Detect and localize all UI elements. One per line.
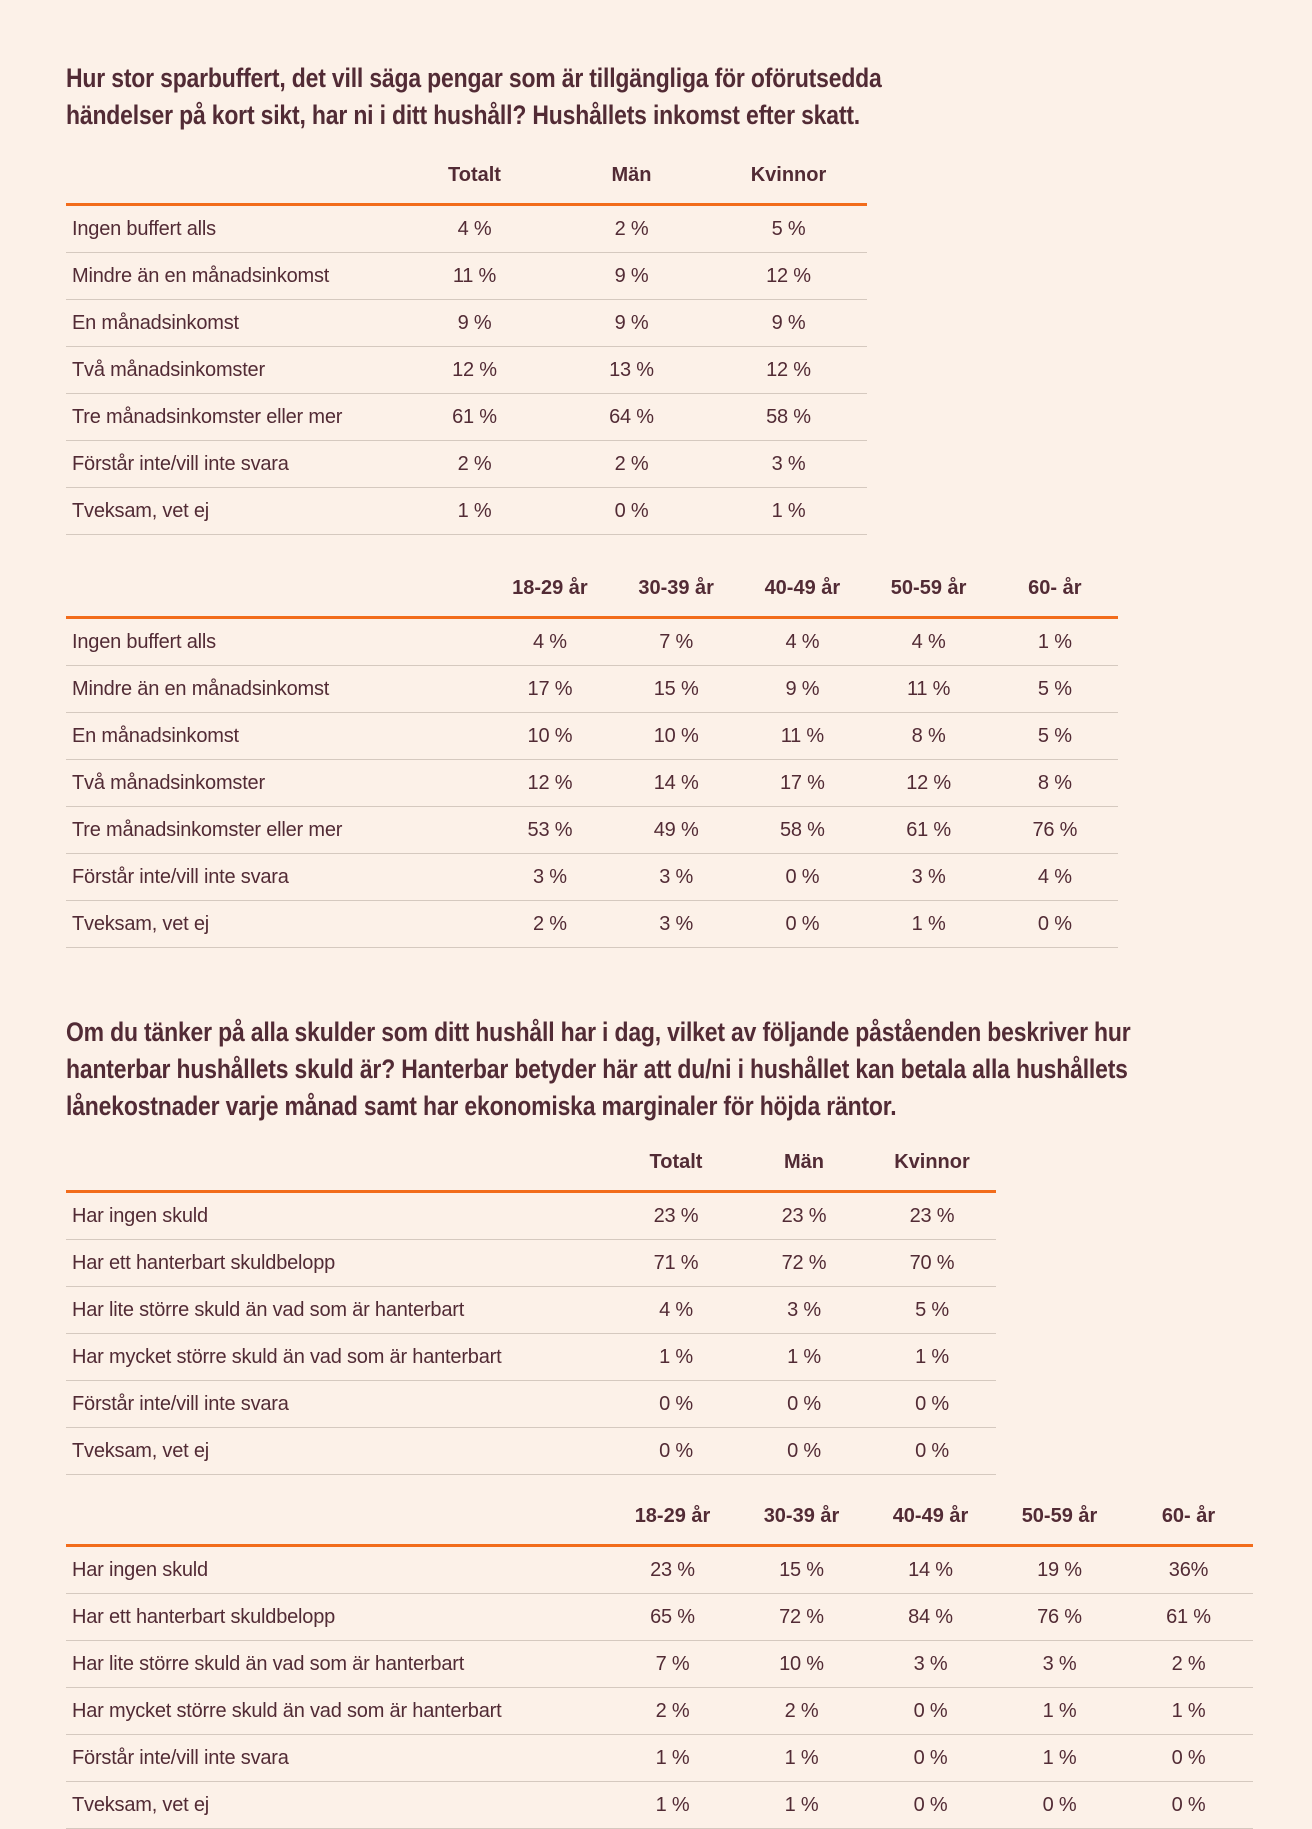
cell-value: 12 % xyxy=(710,253,867,300)
cell-value: 61 % xyxy=(866,807,992,854)
table-row xyxy=(66,1688,1253,1735)
row-label: Ingen buffert alls xyxy=(66,618,487,666)
cell-value: 0 % xyxy=(868,1428,996,1475)
cell-value: 12 % xyxy=(396,347,553,394)
row-label: Tre månadsinkomster eller mer xyxy=(66,394,396,441)
cell-value: 0 % xyxy=(868,1381,996,1428)
cell-value: 1 % xyxy=(396,488,553,535)
cell-value: 53 % xyxy=(487,807,613,854)
table-row xyxy=(66,1594,1253,1641)
row-label: Har ingen skuld xyxy=(66,1192,612,1240)
cell-value: 1 % xyxy=(995,1688,1124,1735)
column-header: 50-59 år xyxy=(866,563,992,618)
column-header: 40-49 år xyxy=(866,1491,995,1546)
column-header: 30-39 år xyxy=(613,563,739,618)
table-row xyxy=(66,441,867,488)
row-label: En månadsinkomst xyxy=(66,300,396,347)
table-row xyxy=(66,1641,1253,1688)
row-label: Ingen buffert alls xyxy=(66,205,396,253)
row-label: Två månadsinkomster xyxy=(66,760,487,807)
table-buffer-total-gender xyxy=(66,150,1246,535)
cell-value: 76 % xyxy=(995,1594,1124,1641)
row-label: Två månadsinkomster xyxy=(66,347,396,394)
cell-value: 2 % xyxy=(487,901,613,948)
title-line: Hur stor sparbuffert, det vill säga pengar som är tillgängliga för oförutsedda xyxy=(66,63,882,93)
cell-value: 49 % xyxy=(613,807,739,854)
table-row xyxy=(66,1546,1253,1594)
table-row xyxy=(66,666,1118,713)
cell-value: 3 % xyxy=(866,1641,995,1688)
row-label: Har lite större skuld än vad som är hanterbart xyxy=(66,1641,608,1688)
cell-value: 1 % xyxy=(866,901,992,948)
cell-value: 1 % xyxy=(992,618,1118,666)
question-title-savings-buffer xyxy=(66,60,1246,134)
table-row xyxy=(66,1428,996,1475)
cell-value: 61 % xyxy=(396,394,553,441)
cell-value: 2 % xyxy=(553,205,710,253)
cell-value: 5 % xyxy=(710,205,867,253)
row-label: Förstår inte/vill inte svara xyxy=(66,1735,608,1782)
cell-value: 0 % xyxy=(739,901,865,948)
title-line: händelser på kort sikt, har ni i ditt hushåll? Hushållets inkomst efter skatt. xyxy=(66,100,861,130)
column-header: 60- år xyxy=(1124,1491,1253,1546)
cell-value: 3 % xyxy=(613,854,739,901)
cell-value: 5 % xyxy=(868,1287,996,1334)
cell-value: 84 % xyxy=(866,1594,995,1641)
cell-value: 12 % xyxy=(866,760,992,807)
cell-value: 72 % xyxy=(737,1594,866,1641)
table-row xyxy=(66,760,1118,807)
column-header-empty xyxy=(66,1491,608,1546)
table-row xyxy=(66,1287,996,1334)
column-header-empty xyxy=(66,1137,612,1192)
cell-value: 9 % xyxy=(396,300,553,347)
cell-value: 36% xyxy=(1124,1546,1253,1594)
row-label: Tveksam, vet ej xyxy=(66,1782,608,1829)
cell-value: 1 % xyxy=(608,1735,737,1782)
header-row xyxy=(66,1137,996,1192)
cell-value: 58 % xyxy=(710,394,867,441)
table-buffer-age-groups xyxy=(66,563,1246,948)
cell-value: 11 % xyxy=(396,253,553,300)
cell-value: 2 % xyxy=(608,1688,737,1735)
cell-value: 7 % xyxy=(613,618,739,666)
table-row xyxy=(66,807,1118,854)
column-header-empty xyxy=(66,563,487,618)
cell-value: 0 % xyxy=(866,1782,995,1829)
data-table xyxy=(66,1491,1253,1829)
cell-value: 1 % xyxy=(612,1334,740,1381)
column-header: Totalt xyxy=(396,150,553,205)
cell-value: 72 % xyxy=(740,1240,868,1287)
cell-value: 14 % xyxy=(866,1546,995,1594)
table-row xyxy=(66,854,1118,901)
cell-value: 3 % xyxy=(710,441,867,488)
cell-value: 12 % xyxy=(487,760,613,807)
row-label: Har lite större skuld än vad som är hanterbart xyxy=(66,1287,612,1334)
table-row xyxy=(66,394,867,441)
cell-value: 23 % xyxy=(612,1192,740,1240)
cell-value: 1 % xyxy=(1124,1688,1253,1735)
row-label: Har ingen skuld xyxy=(66,1546,608,1594)
title-line: hanterbar hushållets skuld är? Hanterbar betyder här att du/ni i hushållet kan betala alla hushållets xyxy=(66,1054,1128,1084)
table-row xyxy=(66,1735,1253,1782)
table-row xyxy=(66,347,867,394)
cell-value: 1 % xyxy=(740,1334,868,1381)
cell-value: 1 % xyxy=(737,1735,866,1782)
cell-value: 5 % xyxy=(992,713,1118,760)
column-header: Män xyxy=(740,1137,868,1192)
cell-value: 13 % xyxy=(553,347,710,394)
cell-value: 0 % xyxy=(740,1428,868,1475)
cell-value: 9 % xyxy=(710,300,867,347)
cell-value: 10 % xyxy=(613,713,739,760)
row-label: Förstår inte/vill inte svara xyxy=(66,441,396,488)
cell-value: 10 % xyxy=(737,1641,866,1688)
cell-value: 0 % xyxy=(992,901,1118,948)
row-label: Mindre än en månadsinkomst xyxy=(66,666,487,713)
cell-value: 19 % xyxy=(995,1546,1124,1594)
row-label: Förstår inte/vill inte svara xyxy=(66,854,487,901)
column-header: 18-29 år xyxy=(608,1491,737,1546)
cell-value: 5 % xyxy=(992,666,1118,713)
cell-value: 4 % xyxy=(739,618,865,666)
cell-value: 3 % xyxy=(740,1287,868,1334)
table-row xyxy=(66,1334,996,1381)
data-table xyxy=(66,1137,996,1475)
cell-value: 17 % xyxy=(487,666,613,713)
header-row xyxy=(66,150,867,205)
cell-value: 8 % xyxy=(992,760,1118,807)
table-row xyxy=(66,901,1118,948)
cell-value: 1 % xyxy=(995,1735,1124,1782)
row-label: Mindre än en månadsinkomst xyxy=(66,253,396,300)
cell-value: 3 % xyxy=(487,854,613,901)
cell-value: 3 % xyxy=(613,901,739,948)
cell-value: 4 % xyxy=(612,1287,740,1334)
cell-value: 0 % xyxy=(553,488,710,535)
header-row xyxy=(66,563,1118,618)
table-row xyxy=(66,205,867,253)
table-row xyxy=(66,253,867,300)
cell-value: 0 % xyxy=(995,1782,1124,1829)
row-label: En månadsinkomst xyxy=(66,713,487,760)
table-row xyxy=(66,488,867,535)
column-header: 40-49 år xyxy=(739,563,865,618)
column-header-empty xyxy=(66,150,396,205)
cell-value: 0 % xyxy=(740,1381,868,1428)
column-header: Män xyxy=(553,150,710,205)
cell-value: 2 % xyxy=(396,441,553,488)
cell-value: 1 % xyxy=(608,1782,737,1829)
cell-value: 14 % xyxy=(613,760,739,807)
cell-value: 23 % xyxy=(740,1192,868,1240)
column-header: Kvinnor xyxy=(868,1137,996,1192)
cell-value: 71 % xyxy=(612,1240,740,1287)
title-line: lånekostnader varje månad samt har ekonomiska marginaler för höjda räntor. xyxy=(66,1091,897,1121)
cell-value: 4 % xyxy=(487,618,613,666)
row-label: Tveksam, vet ej xyxy=(66,488,396,535)
cell-value: 0 % xyxy=(739,854,865,901)
header-row xyxy=(66,1491,1253,1546)
cell-value: 70 % xyxy=(868,1240,996,1287)
cell-value: 9 % xyxy=(553,253,710,300)
cell-value: 0 % xyxy=(866,1688,995,1735)
cell-value: 4 % xyxy=(396,205,553,253)
cell-value: 76 % xyxy=(992,807,1118,854)
table-row xyxy=(66,1782,1253,1829)
column-header: 50-59 år xyxy=(995,1491,1124,1546)
cell-value: 23 % xyxy=(608,1546,737,1594)
row-label: Har ett hanterbart skuldbelopp xyxy=(66,1240,612,1287)
cell-value: 0 % xyxy=(612,1381,740,1428)
cell-value: 2 % xyxy=(737,1688,866,1735)
cell-value: 2 % xyxy=(1124,1641,1253,1688)
cell-value: 9 % xyxy=(739,666,865,713)
row-label: Har mycket större skuld än vad som är hanterbart xyxy=(66,1688,608,1735)
table-row xyxy=(66,1192,996,1240)
table-row xyxy=(66,300,867,347)
cell-value: 0 % xyxy=(612,1428,740,1475)
table-debt-age-groups xyxy=(66,1491,1246,1829)
cell-value: 0 % xyxy=(1124,1735,1253,1782)
cell-value: 11 % xyxy=(866,666,992,713)
cell-value: 23 % xyxy=(868,1192,996,1240)
table-row xyxy=(66,618,1118,666)
cell-value: 11 % xyxy=(739,713,865,760)
cell-value: 0 % xyxy=(1124,1782,1253,1829)
table-debt-total-gender xyxy=(66,1137,1246,1475)
cell-value: 3 % xyxy=(866,854,992,901)
cell-value: 7 % xyxy=(608,1641,737,1688)
cell-value: 17 % xyxy=(739,760,865,807)
row-label: Har mycket större skuld än vad som är hanterbart xyxy=(66,1334,612,1381)
cell-value: 15 % xyxy=(737,1546,866,1594)
cell-value: 12 % xyxy=(710,347,867,394)
row-label: Tre månadsinkomster eller mer xyxy=(66,807,487,854)
cell-value: 1 % xyxy=(737,1782,866,1829)
cell-value: 64 % xyxy=(553,394,710,441)
row-label: Har ett hanterbart skuldbelopp xyxy=(66,1594,608,1641)
table-row xyxy=(66,1240,996,1287)
cell-value: 4 % xyxy=(866,618,992,666)
data-table xyxy=(66,150,867,535)
column-header: 60- år xyxy=(992,563,1118,618)
title-line: Om du tänker på alla skulder som ditt hushåll har i dag, vilket av följande påståenden beskriver hur xyxy=(66,1017,1131,1047)
cell-value: 3 % xyxy=(995,1641,1124,1688)
cell-value: 9 % xyxy=(553,300,710,347)
cell-value: 1 % xyxy=(868,1334,996,1381)
cell-value: 2 % xyxy=(553,441,710,488)
cell-value: 1 % xyxy=(710,488,867,535)
cell-value: 0 % xyxy=(866,1735,995,1782)
row-label: Tveksam, vet ej xyxy=(66,901,487,948)
cell-value: 10 % xyxy=(487,713,613,760)
cell-value: 15 % xyxy=(613,666,739,713)
table-row xyxy=(66,713,1118,760)
cell-value: 65 % xyxy=(608,1594,737,1641)
table-row xyxy=(66,1381,996,1428)
row-label: Tveksam, vet ej xyxy=(66,1428,612,1475)
question-title-debt-manageability xyxy=(66,1014,1246,1125)
data-table xyxy=(66,563,1118,948)
column-header: Totalt xyxy=(612,1137,740,1192)
cell-value: 8 % xyxy=(866,713,992,760)
row-label: Förstår inte/vill inte svara xyxy=(66,1381,612,1428)
column-header: Kvinnor xyxy=(710,150,867,205)
cell-value: 58 % xyxy=(739,807,865,854)
cell-value: 4 % xyxy=(992,854,1118,901)
column-header: 30-39 år xyxy=(737,1491,866,1546)
column-header: 18-29 år xyxy=(487,563,613,618)
cell-value: 61 % xyxy=(1124,1594,1253,1641)
